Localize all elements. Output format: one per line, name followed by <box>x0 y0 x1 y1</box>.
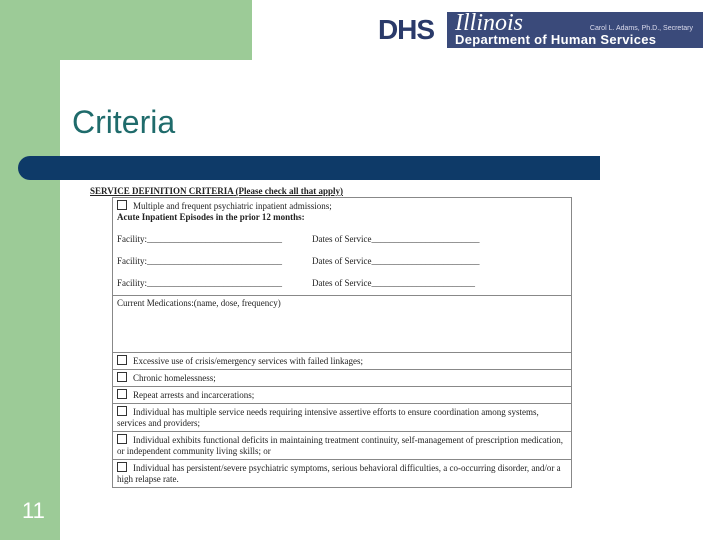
checkbox[interactable] <box>117 434 127 444</box>
logo-state: Illinois <box>455 10 524 36</box>
form-heading: SERVICE DEFINITION CRITERIA (Please check all that apply) <box>90 186 343 196</box>
facility-line: Facility:______________________________ Dates of Service________________________ <box>117 234 480 244</box>
admissions-section: Multiple and frequent psychiatric inpatient admissions; Acute Inpatient Episodes in the prior 12 months: Facility:______________________________ Dates of Service________________________ Facility:______________________________ Dates of Service________________________ Facility:______________________________ Dates of Service_______________________ <box>113 198 571 296</box>
checklist-item: Individual has persistent/severe psychiatric symptoms, serious behavioral difficulties, a co-occurring disorder, and/or a high relapse rate. <box>117 463 561 484</box>
side-band <box>0 0 60 540</box>
logo-department: Department of Human Services <box>455 32 657 47</box>
title-divider-bar <box>18 156 600 180</box>
checklist-item: Chronic homelessness; <box>113 370 571 387</box>
checkbox[interactable] <box>117 462 127 472</box>
criteria-form <box>88 186 572 488</box>
checkbox[interactable] <box>117 389 127 399</box>
dhs-logo <box>365 12 703 48</box>
dhs-logo-mark: DHS <box>365 12 447 48</box>
checkbox[interactable] <box>117 200 127 210</box>
form-box <box>112 197 572 488</box>
checklist-item: Excessive use of crisis/emergency services with failed linkages; <box>113 353 571 370</box>
slide-number: 11 <box>22 498 45 523</box>
checklist-item: Individual exhibits functional deficits in maintaining treatment continuity, self-management of prescription medication, or independent community living skills; or <box>113 432 571 460</box>
checklist-item: Individual has multiple service needs requiring intensive assertive efforts to ensure coordination among systems, services and providers; <box>113 404 571 432</box>
facility-line: Facility:______________________________ Dates of Service_______________________ <box>117 278 475 288</box>
checkbox[interactable] <box>117 406 127 416</box>
checkbox[interactable] <box>117 355 127 365</box>
top-band <box>0 0 252 60</box>
checkbox[interactable] <box>117 372 127 382</box>
medications-section: Current Medications:(name, dose, frequency) <box>113 296 571 353</box>
facility-line: Facility:______________________________ Dates of Service________________________ <box>117 256 480 266</box>
page-title: Criteria <box>72 104 176 140</box>
logo-secretary: Carol L. Adams, Ph.D., Secretary <box>589 25 693 32</box>
checklist-item: Repeat arrests and incarcerations; <box>113 387 571 404</box>
